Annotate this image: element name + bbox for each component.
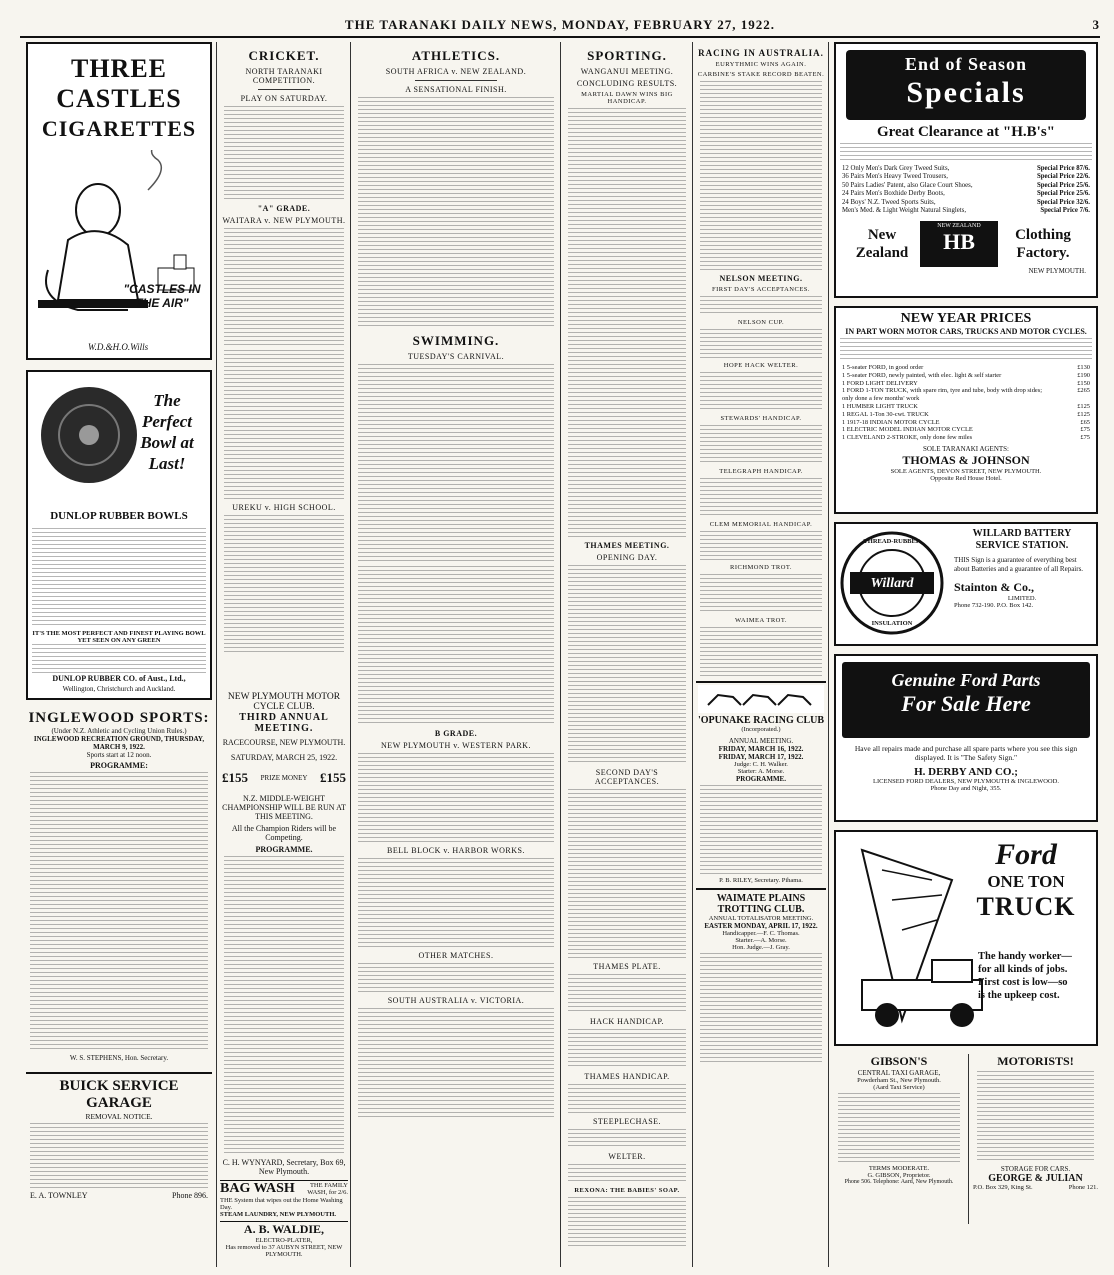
wills-signature: W.D.&H.O.Wills (88, 342, 149, 352)
thames-results-text (568, 565, 686, 765)
racing-sub2: CARBINE'S STAKE RECORD BEATEN. (697, 71, 825, 78)
column-3 (354, 42, 558, 1267)
cricket-heading: CRICKET. (248, 48, 320, 63)
nelson-cup: NELSON CUP. (737, 319, 785, 326)
moto-secretary: C. H. WYNYARD, Secretary, Box 69, New Plymouth. (222, 1158, 346, 1176)
buick-notice: REMOVAL NOTICE. (85, 1112, 153, 1121)
dunlop-bowls-ad (26, 370, 212, 700)
moto-championship: N.Z. MIDDLE-WEIGHT CHAMPIONSHIP WILL BE RUN AT THIS MEETING. (222, 794, 346, 821)
match-b: NEW PLYMOUTH v. WESTERN PARK. (381, 741, 531, 750)
sporting-heading: SPORTING. (587, 48, 667, 63)
ford-truck-line4: is the upkeep cost. (978, 990, 1060, 1001)
swimming-sub: TUESDAY'S CARNIVAL. (407, 352, 505, 361)
acceptances-text (568, 789, 686, 959)
hb-item-price: Special Price 22/6. (1036, 173, 1090, 181)
willard-limited: LIMITED. (1007, 595, 1037, 602)
waimate-starter: Starter.—A. Morse. (735, 937, 787, 944)
inglewood-sports-ad (26, 710, 212, 1062)
gibson-owner: G. GIBSON, Proprietor. (867, 1172, 931, 1179)
buick-title: BUICK SERVICE GARAGE (59, 1078, 179, 1111)
opunake-date1: FRIDAY, MARCH 16, 1922. (718, 745, 804, 753)
crane-truck-illustration (842, 840, 992, 1040)
prices-item: 1 5-seater FORD, in good order (842, 364, 924, 371)
cricket-scores-text (224, 350, 344, 500)
dunlop-address: Wellington, Christchurch and Auckland. (62, 685, 176, 693)
waldie-trade: ELECTRO-PLATER, (255, 1237, 313, 1244)
opunake-title: 'OPUNAKE RACING CLUB (697, 715, 825, 726)
hb-title2: Specials (906, 76, 1026, 109)
bagwash-right: THE FAMILY WASH, for 2/6. (307, 1182, 348, 1196)
thames-handicap: THAMES HANDICAP. (584, 1072, 670, 1081)
ford-logo: Ford (995, 838, 1057, 871)
swimming-body-text (358, 364, 554, 564)
bowl-headline: The Perfect Bowl at Last! (140, 391, 194, 473)
motorists-phone: Phone 121. (1068, 1184, 1098, 1191)
match-b-text (358, 753, 554, 843)
bagwash-line: THE System that wipes out the Home Washing Day. (220, 1197, 343, 1211)
column-2 (220, 42, 348, 687)
athletics-sub2: A SENSATIONAL FINISH. (405, 85, 507, 94)
hb-logo-top: NEW ZEALAND (937, 223, 981, 230)
nelson-meeting: NELSON MEETING. (719, 274, 803, 283)
gibson-addr: Powderham St., New Plymouth. (857, 1077, 941, 1084)
buick-garage-ad (26, 1072, 212, 1200)
dunlop-body-text (32, 528, 206, 628)
clem-text (700, 531, 822, 561)
ford-truck-title1: ONE TON (987, 872, 1065, 891)
waimate-trotting-ad (696, 888, 826, 1063)
hb-item-label: Men's Med. & Light Weight Natural Singlets, (842, 207, 967, 215)
telegraph-text (700, 478, 822, 518)
opunake-date2: FRIDAY, MARCH 17, 1922. (718, 753, 804, 761)
welter-text (568, 1164, 686, 1184)
hope-hack-text (700, 372, 822, 412)
rexona-heading: REXONA: THE BABIES' SOAP. (574, 1187, 680, 1194)
hb-clearance: Great Clearance at "H.B's" (876, 124, 1055, 140)
willard-ring-top: THREAD-RUBBER (863, 538, 921, 545)
thames-plate-text (568, 974, 686, 1014)
prices-amount: £125 (1077, 402, 1090, 410)
prices-place: SOLE AGENTS, DEVON STREET, NEW PLYMOUTH. (890, 467, 1042, 475)
castles-slogan: "CASTLES IN THE AIR" (123, 282, 201, 310)
prices-amount: £190 (1077, 371, 1090, 379)
motorists-company: GEORGE & JULIAN (988, 1173, 1083, 1184)
moto-date: SATURDAY, MARCH 25, 1922. (230, 753, 338, 762)
willard-text: THIS Sign is a guarantee of everything best about Batteries and a guarantee of all Repairs. (954, 556, 1084, 573)
motorists-body-text (977, 1071, 1094, 1163)
prices-item: 1 REGAL 1-Ton 30-cwt. TRUCK (842, 410, 929, 418)
hb-items (842, 165, 1090, 215)
cricket-sub1: NORTH TARANAKI COMPETITION. (245, 67, 323, 85)
moto-title: NEW PLYMOUTH MOTOR CYCLE CLUB. (227, 692, 341, 712)
opunake-secretary: P. B. RILEY, Secretary. Pihama. (719, 877, 803, 884)
hb-title1: End of Season (904, 54, 1028, 74)
nelson-text (700, 296, 822, 316)
sporting-sub1: WANGANUI MEETING. (580, 67, 674, 76)
prices-amount: £265 (1077, 387, 1090, 395)
cricket-report2-text (224, 515, 344, 655)
thames-plate: THAMES PLATE. (593, 962, 661, 971)
cricket-match2: UREKU v. HIGH SCHOOL. (232, 503, 336, 512)
athletics-body-text (358, 97, 554, 327)
hb-item-price: Special Price 7/6. (1040, 207, 1090, 215)
opunake-judge: Judge: C. H. Walker. (734, 761, 788, 768)
ford-parts-ad (834, 654, 1098, 822)
gibson-ad (834, 1054, 969, 1224)
castles-brand: THREE CASTLES (56, 54, 182, 113)
ford-parts-phone: Phone Day and Night, 355. (930, 785, 1002, 792)
clem-handicap: CLEM MEMORIAL HANDICAP. (709, 521, 813, 528)
sporting-sub3: MARTIAL DAWN WINS BIG HANDICAP. (581, 91, 673, 105)
waimea-trot: WAIMEA TROT. (735, 617, 787, 624)
hb-item-price: Special Price 25/6. (1036, 190, 1090, 198)
moto-venue: RACECOURSE, NEW PLYMOUTH. (222, 738, 346, 747)
column-5 (696, 42, 826, 1267)
opunake-programme: PROGRAMME. (736, 775, 786, 783)
moto-prize-left: £155 (222, 770, 248, 785)
ford-truck-title2: TRUCK (976, 892, 1076, 921)
hb-left-word: New Zealand (855, 227, 909, 262)
hb-item-label: 50 Pairs Ladies' Patent, also Glace Court Shoes, (842, 181, 973, 189)
dunlop-company: DUNLOP RUBBER CO. of Aust., Ltd., (52, 674, 186, 683)
telegraph-handicap: TELEGRAPH HANDICAP. (719, 468, 803, 475)
thames-opening: OPENING DAY. (596, 553, 658, 562)
bowl-illustration (34, 380, 144, 490)
prices-item: 1 5-seater FORD, newly painted, with elec. light & self starter (842, 371, 1002, 379)
prices-list (842, 364, 1090, 442)
prices-amount: £130 (1077, 364, 1090, 371)
buick-phone: Phone 896. (172, 1191, 208, 1200)
richmond-text (700, 574, 822, 614)
hb-item-label: 12 Only Men's Dark Grey Tweed Suits, (842, 165, 950, 172)
hack-handicap-text (568, 1029, 686, 1069)
hb-intro-text (840, 143, 1092, 161)
masthead-title: THE TARANAKI DAILY NEWS, MONDAY, FEBRUARY 27, 1922. (344, 17, 776, 32)
willard-phone: Phone 732-190. P.O. Box 142. (954, 602, 1034, 609)
cricket-sub2: PLAY ON SATURDAY. (240, 94, 328, 103)
cricket-grade: "A" GRADE. (257, 204, 311, 213)
steeplechase-text (568, 1129, 686, 1149)
prices-amount: £65 (1080, 418, 1090, 426)
hb-end-of-season-ad (834, 42, 1098, 298)
buick-proprietor: E. A. TOWNLEY (30, 1191, 88, 1200)
sa-victoria: SOUTH AUSTRALIA v. VICTORIA. (387, 996, 525, 1005)
bagwash-title: BAG WASH (220, 1181, 295, 1196)
column-rule (350, 42, 351, 1267)
moto-events-text (224, 856, 344, 1156)
athletics-sub1: SOUTH AFRICA v. NEW ZEALAND. (385, 67, 527, 76)
hb-item-price: Special Price 25/6. (1036, 181, 1090, 189)
column-rule (216, 42, 217, 1267)
moto-riders: All the Champion Riders will be Competing. (231, 824, 337, 842)
prices-item: 1 FORD LIGHT DELIVERY (842, 379, 918, 387)
waimea-text (700, 627, 822, 677)
opunake-racing-ad (696, 681, 826, 884)
thomas-johnson-ad (834, 306, 1098, 514)
prices-opposite: Opposite Red House Hotel. (930, 474, 1002, 482)
moto-prize-label: PRIZE MONEY (260, 774, 308, 782)
other-matches-text (358, 963, 554, 993)
horse-race-illustration (698, 685, 824, 713)
sa-victoria-text (358, 1008, 554, 1118)
prices-sub: IN PART WORN MOTOR CARS, TRUCKS AND MOTOR CYCLES. (845, 327, 1087, 336)
waimate-handicapper: Handicapper.—F. C. Thomas. (722, 930, 800, 937)
waimate-annual: ANNUAL TOTALISATOR MEETING. (708, 915, 814, 922)
hb-logo: NEW ZEALAND HB (920, 221, 998, 267)
bottom-ads-row (834, 1054, 1098, 1224)
stewards-handicap: STEWARDS' HANDICAP. (720, 415, 802, 422)
gibson-sub: CENTRAL TAXI GARAGE, (857, 1069, 941, 1077)
hope-hack: HOPE HACK WELTER. (723, 362, 799, 369)
page-number: 3 (1092, 17, 1100, 32)
column-6 (834, 42, 1098, 1267)
racing-heading: RACING IN AUSTRALIA. (698, 48, 824, 58)
wanganui-results-text (568, 108, 686, 538)
prices-company: THOMAS & JOHNSON (902, 452, 1030, 467)
gibson-terms: TERMS MODERATE. (868, 1165, 930, 1172)
prices-item: 1 HUMBER LIGHT TRUCK (842, 402, 918, 410)
other-matches: OTHER MATCHES. (418, 951, 494, 960)
motorists-ad (969, 1054, 1098, 1224)
gibson-title: GIBSON'S (870, 1054, 928, 1068)
hb-town: NEW PLYMOUTH. (1028, 267, 1086, 276)
waimate-date: EASTER MONDAY, APRIL 17, 1922. (704, 922, 818, 930)
nelson-cup-text (700, 329, 822, 359)
hb-item-label: 24 Boys' N.Z. Tweed Sports Suits, (842, 198, 936, 206)
inglewood-programme: PROGRAMME: (90, 761, 148, 770)
thames-handicap-text (568, 1084, 686, 1114)
hack-handicap: HACK HANDICAP. (589, 1017, 665, 1026)
nelson-first-day: FIRST DAY'S ACCEPTANCES. (711, 286, 811, 293)
ford-parts-title2: For Sale Here (901, 691, 1031, 716)
moto-prize-right: £155 (320, 770, 346, 785)
inglewood-title: INGLEWOOD SPORTS: (28, 710, 210, 726)
column-rule (828, 42, 829, 1267)
motorists-storage: STORAGE FOR CARS. (1000, 1165, 1071, 1173)
prices-title: NEW YEAR PRICES (900, 311, 1032, 326)
ford-truck-line1: The handy worker— (978, 951, 1072, 962)
ford-parts-title1: Genuine Ford Parts (891, 670, 1041, 690)
gibson-stand: (Aard Taxi Service) (873, 1084, 925, 1091)
welter: WELTER. (608, 1152, 646, 1161)
prices-item: 1 CLEVELAND 2-STROKE, only done few miles (842, 434, 973, 442)
richmond-trot: RICHMOND TROT. (729, 564, 792, 571)
willard-ring-bottom: INSULATION (871, 620, 913, 627)
prices-amount: £150 (1077, 379, 1090, 387)
swimming-heading: SWIMMING. (412, 333, 500, 348)
column-rule (560, 42, 561, 1267)
cricket-match1: WAITARA v. NEW PLYMOUTH. (222, 216, 346, 225)
opunake-annual: ANNUAL MEETING. (728, 737, 794, 745)
motorists-title: MOTORISTS! (997, 1054, 1074, 1068)
dunlop-body-text-2 (32, 644, 206, 674)
moto-meeting: THIRD ANNUAL MEETING. (239, 712, 329, 734)
ford-parts-company: H. DERBY AND CO.; (914, 766, 1018, 778)
match-c-text (358, 858, 554, 948)
waimate-judge: Hon. Judge.—J. Gray. (732, 944, 790, 951)
column-4 (564, 42, 690, 1267)
thames-meeting: THAMES MEETING. (584, 541, 670, 550)
dunlop-tagline: IT'S THE MOST PERFECT AND FINEST PLAYING BOWL YET SEEN ON ANY GREEN (32, 630, 206, 644)
sporting-sub2: CONCLUDING RESULTS. (576, 79, 678, 88)
waimate-events-text (700, 953, 822, 1063)
opunake-events-text (700, 785, 822, 875)
gibson-phone: Phone 506. Telephone: Aard, New Plymouth. (844, 1179, 954, 1185)
match-c: BELL BLOCK v. HARBOR WORKS. (387, 846, 525, 855)
motorists-addr: P.O. Box 329, King St. (973, 1184, 1033, 1191)
cricket-body-text (224, 106, 344, 201)
inglewood-events-text (30, 772, 208, 1052)
inglewood-sub: (Under N.Z. Athletic and Cycling Union Rules.) (51, 727, 187, 735)
b-grade-heading: B GRADE. (434, 729, 478, 738)
prices-amount: £75 (1080, 434, 1090, 442)
bagwash-company: STEAM LAUNDRY, NEW PLYMOUTH. (220, 1211, 337, 1218)
column-rule (692, 42, 693, 1267)
ford-truck-line3: First cost is low—so (978, 977, 1068, 988)
second-day-acceptances: SECOND DAY'S ACCEPTANCES. (594, 768, 660, 786)
ford-truck-line2: for all kinds of jobs. (978, 964, 1068, 975)
stewards-text (700, 425, 822, 465)
dunlop-title: DUNLOP RUBBER BOWLS (50, 510, 188, 522)
column-1 (26, 42, 212, 1267)
prices-item: 1 1917-18 INDIAN MOTOR CYCLE (842, 418, 940, 426)
gibson-body-text (838, 1093, 960, 1163)
prices-intro-text (840, 338, 1092, 362)
moto-programme: PROGRAMME. (255, 845, 313, 854)
inglewood-start: Sports start at 12 noon. (86, 751, 152, 759)
waimate-title: WAIMATE PLAINS TROTTING CLUB. (716, 893, 806, 915)
prices-amount: £125 (1077, 410, 1090, 418)
steeplechase: STEEPLECHASE. (592, 1117, 662, 1126)
willard-ad (834, 522, 1098, 646)
prices-amount: £75 (1080, 426, 1090, 434)
masthead (20, 14, 1100, 38)
opunake-inc: (Incorporated.) (741, 726, 781, 733)
hb-item-label: 36 Pairs Men's Heavy Tweed Trousers, (842, 173, 948, 181)
willard-title: WILLARD BATTERY SERVICE STATION. (972, 528, 1072, 551)
prices-agents: SOLE TARANAKI AGENTS: (922, 444, 1010, 453)
ford-parts-body: Have all repairs made and purchase all spare parts where you see this sign displayed. It is "The Safety Sign." (854, 744, 1078, 762)
waldie-address: Has removed to 37 AUBYN STREET, NEW PLYMOUTH. (225, 1244, 343, 1258)
motor-cycle-club-ad (220, 688, 348, 1268)
racing-sub1: EURYTHMIC WINS AGAIN. (715, 61, 807, 68)
inglewood-secretary: W. S. STEPHENS, Hon. Secretary. (69, 1054, 169, 1062)
castles-cigarettes: CIGARETTES (41, 116, 197, 141)
prices-item: 1 FORD 1-TON TRUCK, with spare rim, tyre and tube, body with drop sides; only done a few months' work (842, 387, 1042, 403)
hb-item-price: Special Price 87/6. (1036, 165, 1090, 172)
racing-body-text (700, 81, 822, 271)
three-castles-ad (26, 42, 212, 360)
athletics-heading: ATHLETICS. (411, 48, 501, 63)
cricket-scores-continued (358, 566, 554, 726)
hb-right-word: Clothing Factory. (1015, 227, 1071, 262)
rexona-text (568, 1197, 686, 1247)
ford-parts-dealers: LICENSED FORD DEALERS, NEW PLYMOUTH & INGLEWOOD. (873, 778, 1059, 785)
opunake-starter: Starter: A. Morse. (737, 768, 785, 775)
willard-ring-center: Willard (870, 576, 914, 591)
hb-item-price: Special Price 32/6. (1036, 198, 1090, 206)
prices-item: 1 ELECTRIC MODEL INDIAN MOTOR CYCLE (842, 426, 973, 434)
cricket-report-text (224, 228, 344, 348)
waldie-name: A. B. WALDIE, (243, 1222, 325, 1236)
inglewood-ground: INGLEWOOD RECREATION GROUND, THURSDAY, MARCH 9, 1922. (33, 735, 205, 751)
hb-item-label: 24 Pairs Men's Boxhide Derby Boots, (842, 190, 945, 198)
willard-company: Stainton & Co., (954, 580, 1035, 594)
ford-truck-ad (834, 830, 1098, 1046)
buick-body-text (30, 1123, 208, 1189)
